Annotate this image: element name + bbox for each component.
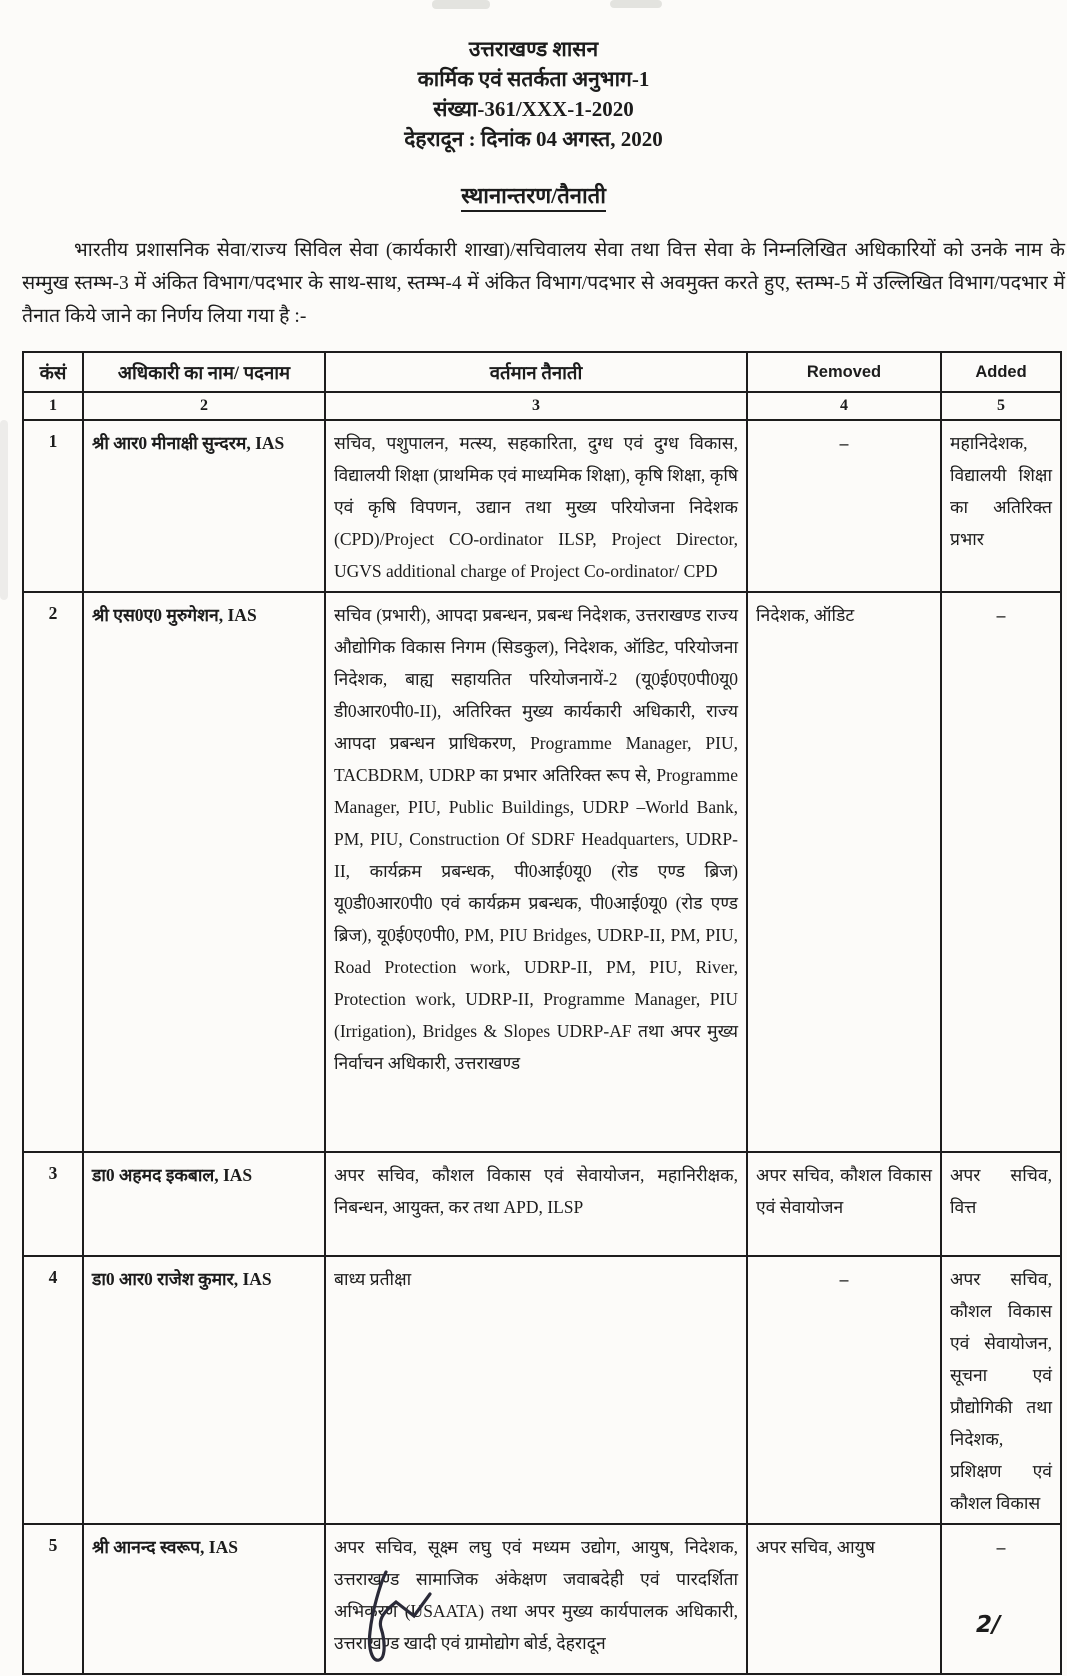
cell-name: डा0 आर0 राजेश कुमार, IAS [83, 1256, 325, 1524]
cell-added: महानिदेशक, विद्यालयी शिक्षा का अतिरिक्त प्रभार [941, 420, 1061, 592]
header-row [23, 352, 1061, 392]
cell-sno: 4 [23, 1256, 83, 1524]
table-row [23, 420, 1061, 592]
scan-artifact [0, 420, 8, 600]
cell-sno: 5 [23, 1524, 83, 1674]
table-row [23, 1524, 1061, 1674]
cell-removed: निदेशक, ऑडिट [747, 592, 941, 1152]
cell-sno: 3 [23, 1152, 83, 1256]
cell-name: श्री एस0ए0 मुरुगेशन, IAS [83, 592, 325, 1152]
place-date: देहरादून : दिनांक 04 अगस्त, 2020 [404, 127, 663, 151]
cell-current: अपर सचिव, सूक्ष्म लघु एवं मध्यम उद्योग, आयुष, निदेशक, उत्तराखण्ड सामाजिक अंकेक्षण जवाबदेही एवं पारदर्शिता अभिकरण (USAATA) तथा अपर मुख्य कार्यपालक अधिकारी, उत्तराखण्ड खादी एवं ग्रामोद्योग बोर्ड, देहरादून [325, 1524, 747, 1674]
table-body [23, 420, 1061, 1674]
cell-name: श्री आनन्द स्वरूप, IAS [83, 1524, 325, 1674]
cell-removed: – [747, 1256, 941, 1524]
column-number: 3 [325, 392, 747, 420]
document-title: स्थानान्तरण/तैनाती [0, 180, 1067, 210]
cell-removed: अपर सचिव, आयुष [747, 1524, 941, 1674]
letterhead [0, 34, 1067, 154]
cell-name: श्री आर0 मीनाक्षी सुन्दरम, IAS [83, 420, 325, 592]
cell-added: – [941, 592, 1061, 1152]
column-header: कंसं [23, 352, 83, 392]
cell-name: डा0 अहमद इकबाल, IAS [83, 1152, 325, 1256]
table-row [23, 1152, 1061, 1256]
government-name: उत्तराखण्ड शासन [468, 37, 599, 61]
table-row [23, 1256, 1061, 1524]
order-number: संख्या-361/XXX-1-2020 [433, 97, 634, 121]
column-header: Removed [747, 352, 941, 392]
cell-current: अपर सचिव, कौशल विकास एवं सेवायोजन, महानिरीक्षक, निबन्धन, आयुक्त, कर तथा APD, ILSP [325, 1152, 747, 1256]
transfer-posting-table [22, 351, 1062, 1675]
column-header: Added [941, 352, 1061, 392]
scan-artifact [610, 0, 662, 8]
table-head [23, 352, 1061, 420]
cell-added: अपर सचिव, वित्त [941, 1152, 1061, 1256]
intro-paragraph: भारतीय प्रशासनिक सेवा/राज्य सिविल सेवा (कार्यकारी शाखा)/सचिवालय सेवा तथा वित्त सेवा के निम्नलिखित अधिकारियों को उनके नाम के सम्मुख स्तम्भ-3 में अंकित विभाग/पदभार के साथ-साथ, स्तम्भ-4 में अंकित विभाग/पदभार से अवमुक्त करते हुए, स्तम्भ-5 में उल्लिखित विभाग/पदभार में तैनात किये जाने का निर्णय लिया गया है :- [22, 240, 1065, 327]
scan-artifact [432, 0, 490, 9]
column-number: 2 [83, 392, 325, 420]
column-number: 4 [747, 392, 941, 420]
cell-added: अपर सचिव, कौशल विकास एवं सेवायोजन, सूचना एवं प्रौद्योगिकी तथा निदेशक, प्रशिक्षण एवं कौशल विकास [941, 1256, 1061, 1524]
cell-sno: 2 [23, 592, 83, 1152]
department-section: कार्मिक एवं सतर्कता अनुभाग-1 [417, 67, 650, 91]
column-number: 1 [23, 392, 83, 420]
column-number-row [23, 392, 1061, 420]
column-header: अधिकारी का नाम/ पदनाम [83, 352, 325, 392]
column-number: 5 [941, 392, 1061, 420]
cell-sno: 1 [23, 420, 83, 592]
handwritten-signature [352, 1568, 448, 1672]
column-header: वर्तमान तैनाती [325, 352, 747, 392]
cell-removed: – [747, 420, 941, 592]
cell-added: – [941, 1524, 1061, 1674]
cell-current: बाध्य प्रतीक्षा [325, 1256, 747, 1524]
cell-removed: अपर सचिव, कौशल विकास एवं सेवायोजन [747, 1152, 941, 1256]
table-row [23, 592, 1061, 1152]
page-number: 2/ [976, 1612, 1001, 1638]
cell-current: सचिव (प्रभारी), आपदा प्रबन्धन, प्रबन्ध निदेशक, उत्तराखण्ड राज्य औद्योगिक विकास निगम (सिडकुल), निदेशक, ऑडिट, परियोजना निदेशक, बाह्य सहायतित परियोजनायें-2 (यू0ई0ए0पी0यू0 डी0आर0पी0-II), अतिरिक्त मुख्य कार्यकारी अधिकारी, राज्य आपदा प्रबन्धन प्राधिकरण, Programme Manager, PIU, TACBDRM, UDRP का प्रभार अतिरिक्त रूप से, Programme Manager, PIU, Public Buildings, UDRP –World Bank, PM, PIU, Construction Of SDRF Headquarters, UDRP-II, कार्यक्रम प्रबन्धक, पी0आई0यू0 (रोड एण्ड ब्रिज) यू0डी0आर0पी0 एवं कार्यक्रम प्रबन्धक, पी0आई0यू0 (रोड एण्ड ब्रिज), यू0ई0ए0पी0, PM, PIU Bridges, UDRP-II, PM, PIU, Road Protection work, UDRP-II, PM, PIU, River, Protection work, UDRP-II, Programme Manager, PIU (Irrigation), Bridges & Slopes UDRP-AF तथा अपर मुख्य निर्वाचन अधिकारी, उत्तराखण्ड [325, 592, 747, 1152]
cell-current: सचिव, पशुपालन, मत्स्य, सहकारिता, दुग्ध एवं दुग्ध विकास, विद्यालयी शिक्षा (प्राथमिक एवं माध्यमिक शिक्षा), कृषि शिक्षा, कृषि एवं कृषि विपणन, उद्यान तथा मुख्य परियोजना निदेशक (CPD)/Project CO-ordinator ILSP, Project Director, UGVS additional charge of Project Co-ordinator/ CPD [325, 420, 747, 592]
